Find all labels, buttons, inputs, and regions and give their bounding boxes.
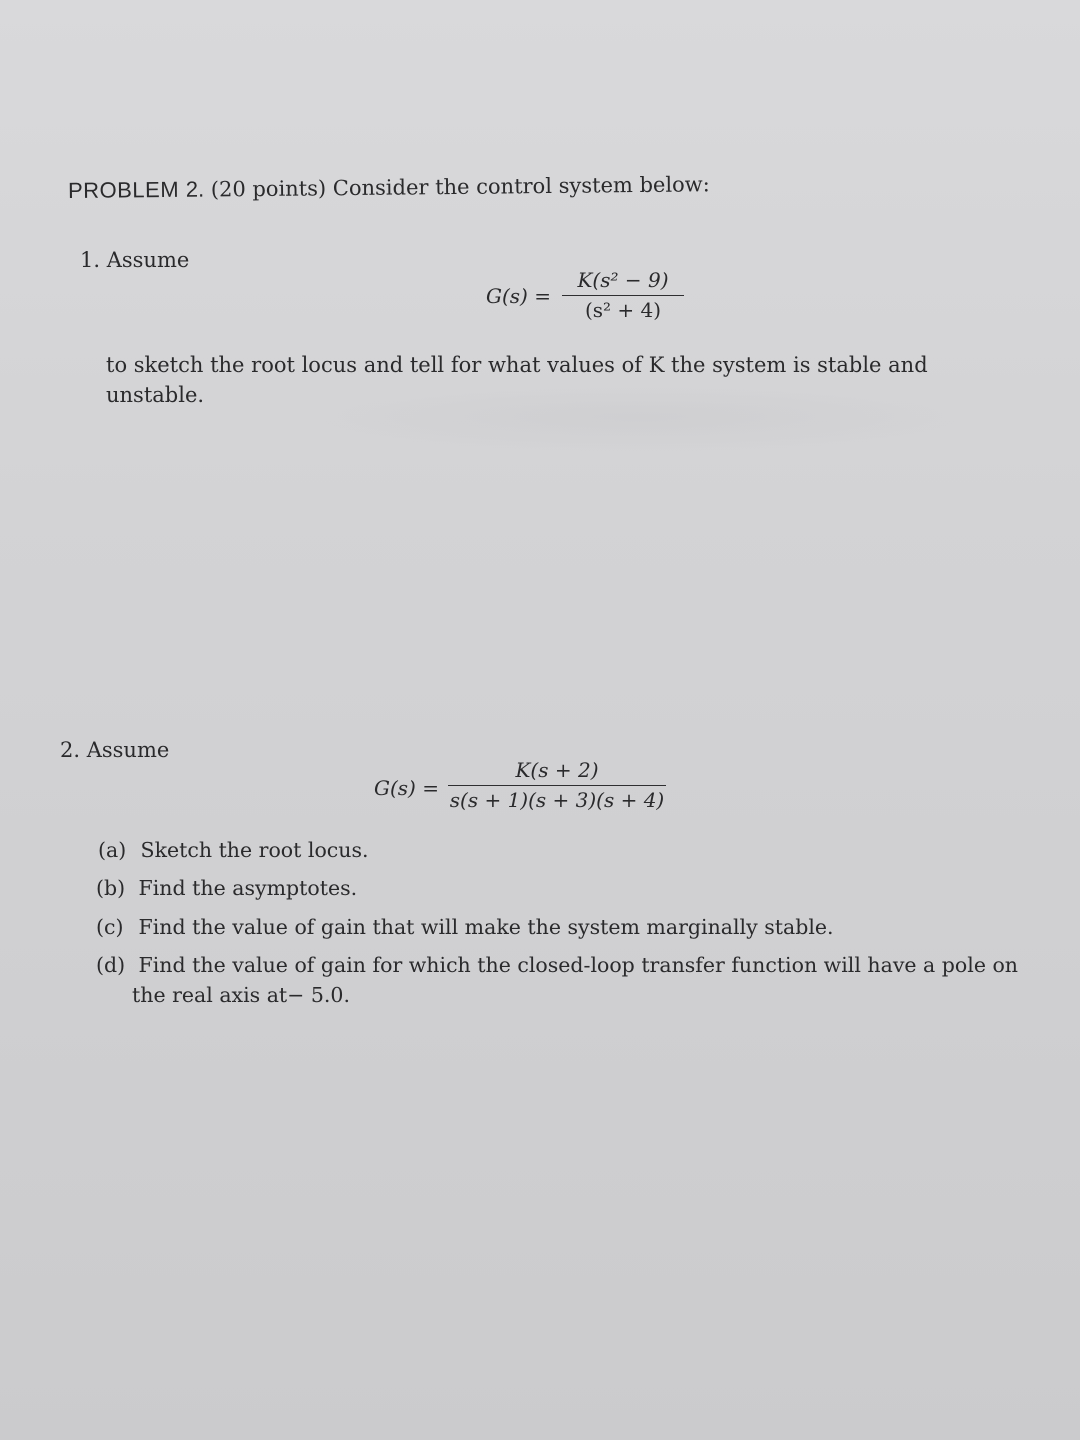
part2-fraction bbox=[448, 758, 666, 812]
part2-label: 2. Assume bbox=[60, 738, 170, 762]
problem-number: 2. bbox=[185, 176, 205, 202]
problem-heading bbox=[68, 171, 710, 204]
subitem-d-tag: (d) bbox=[96, 953, 126, 977]
part1-instruction bbox=[106, 350, 928, 410]
subitem-a-text: Sketch the root locus. bbox=[140, 838, 369, 862]
problem-word: PROBLEM bbox=[67, 176, 180, 203]
part2-fraction-bar bbox=[448, 785, 666, 786]
part1-label: 1. Assume bbox=[80, 248, 190, 272]
subitem-b-text: Find the asymptotes. bbox=[138, 876, 358, 900]
problem-intro: Consider the control system below: bbox=[332, 172, 710, 201]
part1-equation-lhs: G(s) = bbox=[486, 284, 551, 308]
subitem-c-text: Find the value of gain that will make the system marginally stable. bbox=[138, 915, 834, 939]
subitem-d-continuation: the real axis at− 5.0. bbox=[132, 983, 350, 1007]
part1-denominator: (s² + 4) bbox=[584, 298, 662, 322]
subitem-b-tag: (b) bbox=[96, 876, 126, 900]
part2-numerator: K(s + 2) bbox=[515, 758, 599, 782]
part2-equation bbox=[374, 758, 674, 828]
subitem-d bbox=[96, 953, 1018, 977]
part1-fraction-bar bbox=[562, 295, 684, 296]
subitem-b bbox=[96, 876, 357, 900]
subitem-c bbox=[96, 915, 834, 939]
part1-instruction-line2: unstable. bbox=[106, 383, 205, 407]
subitem-a bbox=[98, 838, 369, 862]
part2-denominator: s(s + 1)(s + 3)(s + 4) bbox=[449, 788, 665, 812]
problem-points: (20 points) bbox=[210, 176, 327, 202]
subitem-d-text: Find the value of gain for which the closed-loop transfer function will have a pole on bbox=[138, 953, 1019, 977]
part1-numerator: K(s² − 9) bbox=[577, 268, 669, 292]
part1-fraction bbox=[562, 268, 684, 322]
part1-instruction-line1: to sketch the root locus and tell for what values of K the system is stable and bbox=[106, 353, 928, 377]
part1-equation bbox=[486, 268, 706, 338]
subitem-a-tag: (a) bbox=[98, 838, 127, 862]
subitem-c-tag: (c) bbox=[96, 915, 124, 939]
part2-equation-lhs: G(s) = bbox=[374, 776, 439, 800]
